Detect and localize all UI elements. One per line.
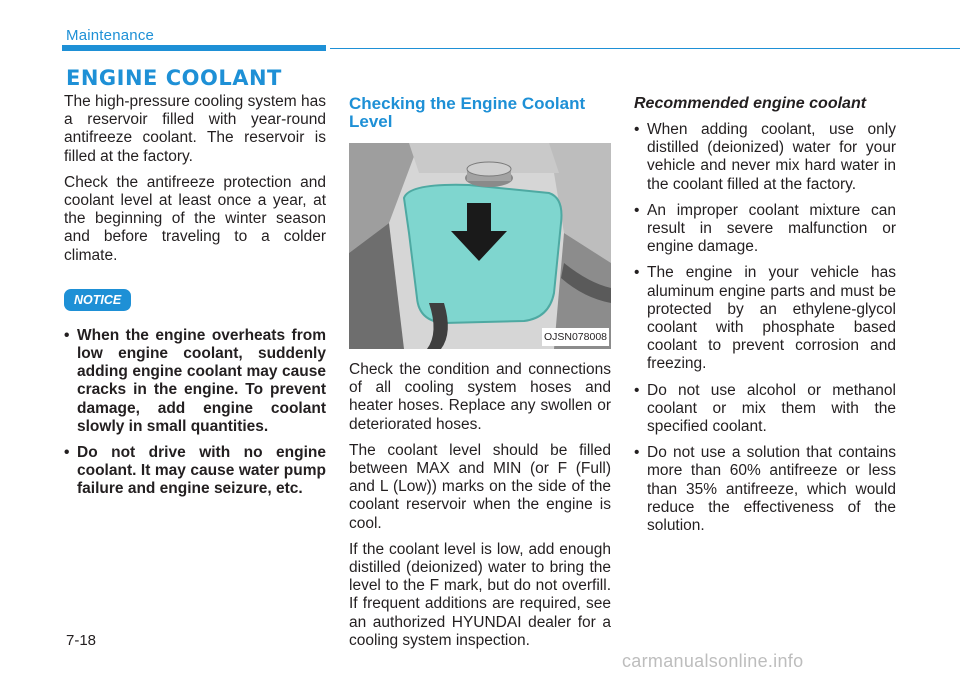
column-recommended xyxy=(634,93,896,543)
checking-paragraph: If the coolant level is low, add enough distilled (deionized) water to bring the level to the F mark, but do not overfill. If frequent additions are required, see an authorized HYUNDAI dealer for a cooling system inspection. xyxy=(349,540,611,649)
intro-paragraph-2: Check the antifreeze protection and coolant level at least once a year, at the beginning of the winter season and before traveling to a colder climate. xyxy=(64,173,326,264)
recommended-list xyxy=(634,121,896,535)
recommended-item: • Do not use a solution that contains more than 60% antifreeze or less than 35% antifreeze, which would reduce the effectiveness of the solution. xyxy=(634,444,896,535)
recommended-item: • An improper coolant mixture can result in severe malfunction or engine damage. xyxy=(634,202,896,257)
header-rule-thin xyxy=(330,48,960,49)
checking-paragraph: Check the condition and connections of all cooling system hoses and heater hoses. Replace any swollen or deteriorated hoses. xyxy=(349,361,611,433)
header-rule-thick xyxy=(62,45,326,51)
recommended-item: • Do not use alcohol or methanol coolant or mix them with the specified coolant. xyxy=(634,382,896,437)
notice-list xyxy=(64,327,326,499)
coolant-reservoir-figure xyxy=(349,143,611,349)
page-title: ENGINE COOLANT xyxy=(66,66,282,90)
recommended-item: • When adding coolant, use only distilled (deionized) water for your vehicle and never mix hard water in the coolant filled at the factory. xyxy=(634,121,896,194)
figure-code: OJSN078008 xyxy=(542,328,609,346)
checking-heading: Checking the Engine Coolant Level xyxy=(349,94,586,131)
page-number: 7-18 xyxy=(66,632,97,649)
column-intro xyxy=(64,93,326,507)
notice-item: • Do not drive with no engine coolant. It may cause water pump failure and engine seizure, etc. xyxy=(64,444,326,499)
watermark: carmanualsonline.info xyxy=(622,651,804,671)
notice-badge: NOTICE xyxy=(64,289,131,311)
coolant-reservoir-illustration xyxy=(349,143,611,349)
section-label: Maintenance xyxy=(66,27,155,44)
recommended-heading: Recommended engine coolant xyxy=(634,95,867,112)
intro-paragraph-1: The high-pressure cooling system has a reservoir filled with year-round antifreeze coolant. The reservoir is filled at the factory. xyxy=(64,93,326,165)
recommended-item: • The engine in your vehicle has aluminum engine parts and must be protected by an ethylene-glycol coolant with phosphate based coolant to prevent corrosion and freezing. xyxy=(634,264,896,373)
notice-item: • When the engine overheats from low engine coolant, suddenly adding engine coolant may cause cracks in the engine. To prevent damage, add engine coolant slowly in small quantities. xyxy=(64,327,326,436)
checking-paragraph: The coolant level should be filled between MAX and MIN (or F (Full) and L (Low)) marks on the side of the coolant reservoir when the engine is cool. xyxy=(349,441,611,532)
column-checking xyxy=(349,93,611,658)
